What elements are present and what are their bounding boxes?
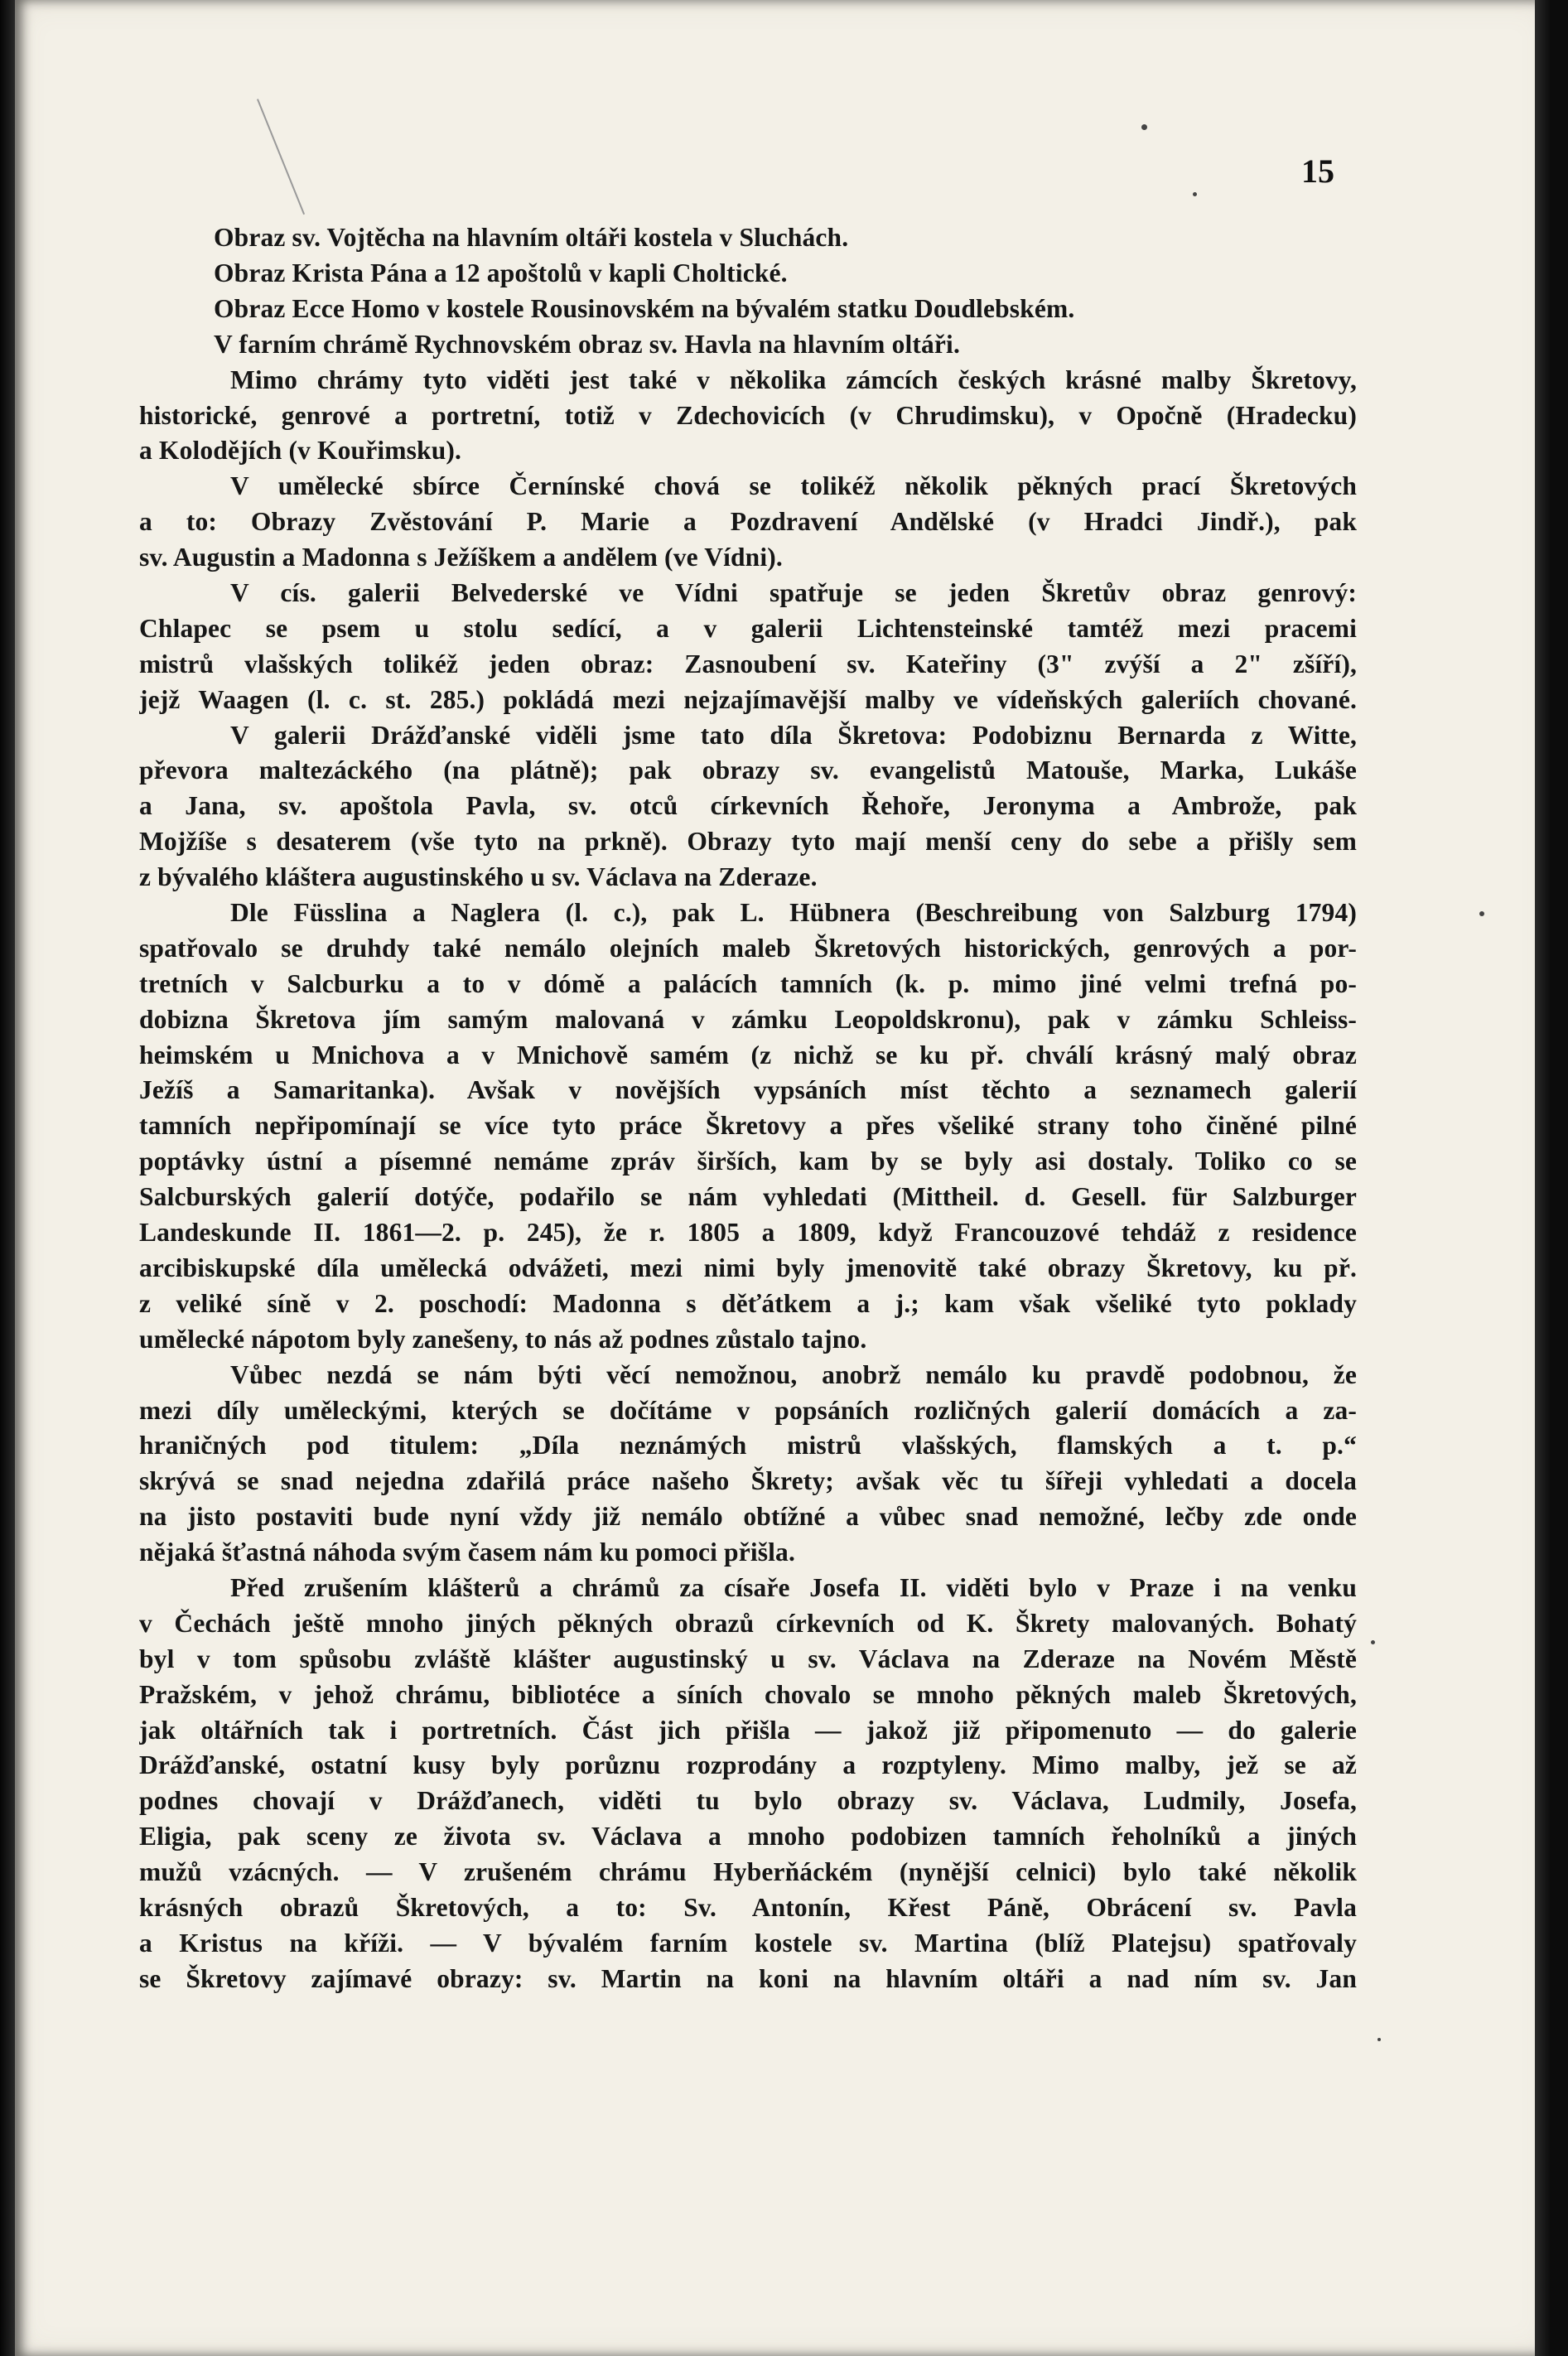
text-line: V farním chrámě Rychnovském obraz sv. Havla na hlavním oltáři. <box>214 329 960 359</box>
text-line: Eligia, pak sceny ze života sv. Václava a mnoho podobizen tamních řeholníků a jiných <box>139 1822 1357 1851</box>
text-line: a Kolodějích (v Kouřimsku). <box>139 436 462 466</box>
text-line: arcibiskupské díla umělecká odvážeti, mezi nimi byly jmenovitě také obrazy Škretovy, ku př. <box>139 1253 1357 1282</box>
text-line: spatřovalo se druhdy také nemálo olejních maleb Škretových historických, genrových a por- <box>139 933 1357 963</box>
text-line: poptávky ústní a písemné nemáme zpráv širších, kam by se byly asi dostaly. Toliko co se <box>139 1147 1357 1176</box>
text-line: heimském u Mnichova a v Mnichově samém (z nichž se ku př. chválí krásný malý obraz <box>139 1040 1357 1069</box>
text-line: Obraz Krista Pána a 12 apoštolů v kapli Choltické. <box>214 258 788 287</box>
text-line: Mojžíše s desaterem (vše tyto na prkně). Obrazy tyto mají menší ceny do sebe a přišly sem <box>139 827 1357 857</box>
text-line: Obraz sv. Vojtěcha na hlavním oltáři kostela v Sluchách. <box>214 223 849 252</box>
text-line: Landeskunde II. 1861—2. p. 245), že r. 1805 a 1809, když Francouzové tehdáž z residence <box>139 1218 1357 1248</box>
text-line: dobizna Škretova jím samým malovaná v zámku Leopoldskronu), pak v zámku Schleiss- <box>139 1004 1357 1034</box>
text-line: Před zrušením klášterů a chrámů za císaře Josefa II. viděti bylo v Praze i na venku <box>230 1572 1357 1602</box>
text-line: hraničných pod titulem: „Díla neznámých mistrů vlašských, flamských a t. p.“ <box>139 1431 1357 1460</box>
page-number: 15 <box>1301 152 1334 190</box>
text-line: Vůbec nezdá se nám býti věcí nemožnou, anobrž nemálo ku pravdě podobnou, že <box>230 1359 1357 1389</box>
text-line: podnes chovají v Drážďanech, viděti tu bylo obrazy sv. Václava, Ludmily, Josefa, <box>139 1786 1357 1816</box>
text-line: tretních v Salcburku a to v dómě a palácích tamních (k. p. mimo jiné velmi trefná po- <box>139 968 1357 998</box>
text-line: v Čechách ještě mnoho jiných pěkných obrazů církevních od K. Škrety malovaných. Bohatý <box>139 1608 1357 1638</box>
text-line: tamních nepřipomínají se více tyto práce Škretovy a přes všeliké strany toho činěné pilné <box>139 1111 1357 1141</box>
text-line: a Kristus na kříži. — V bývalém farním kostele sv. Martina (blíž Platejsu) spatřovaly <box>139 1928 1357 1958</box>
scan-speck <box>1141 124 1147 130</box>
text-line: umělecké nápotom byly zanešeny, to nás až podnes zůstalo tajno. <box>139 1324 867 1354</box>
text-line: a to: Obrazy Zvěstování P. Marie a Pozdravení Andělské (v Hradci Jindř.), pak <box>139 507 1357 537</box>
scan-speck <box>1377 2038 1381 2041</box>
scan-speck <box>1479 911 1484 916</box>
text-line: Ježíš a Samaritanka). Avšak v novějších vypsáních míst těchto a seznamech galerií <box>139 1075 1357 1105</box>
text-line: mezi díly uměleckými, kterých se dočítáme v popsáních rozličných galerií domácích a za- <box>139 1395 1357 1425</box>
text-line: sv. Augustin a Madonna s Ježíškem a andělem (ve Vídni). <box>139 543 783 572</box>
text-line: mistrů vlašských tolikéž jeden obraz: Zasnoubení sv. Kateřiny (3" zvýší a 2" zšíří), <box>139 649 1357 678</box>
text-line: V umělecké sbírce Černínské chová se tolikéž několik pěkných prací Škretových <box>230 471 1357 501</box>
text-line: na jisto postaviti bude nyní vždy již nemálo obtížné a vůbec snad nemožné, lečby zde onde <box>139 1502 1357 1532</box>
text-line: mužů vzácných. — V zrušeném chrámu Hyberňáckém (nynější celnici) bylo také několik <box>139 1857 1357 1887</box>
text-line: Obraz Ecce Homo v kostele Rousinovském na bývalém statku Doudlebském. <box>214 293 1075 323</box>
text-line: a Jana, sv. apoštola Pavla, sv. otců církevních Řehoře, Jeronyma a Ambrože, pak <box>139 791 1357 821</box>
text-line: se Škretovy zajímavé obrazy: sv. Martin na koni na hlavním oltáři a nad ním sv. Jan <box>139 1963 1357 1993</box>
book-page <box>15 0 1551 2356</box>
text-line: skrývá se snad nejedna zdařilá práce našeho Škrety; avšak věc tu šířeji vyhledati a docela <box>139 1466 1357 1496</box>
text-line: Drážďanské, ostatní kusy byly porůznu rozprodány a rozptyleny. Mimo malby, jež se až <box>139 1750 1357 1780</box>
text-line: Salcburských galerií dotýče, podařilo se nám vyhledati (Mittheil. d. Gesell. für Salzburger <box>139 1182 1357 1212</box>
text-line: Mimo chrámy tyto viděti jest také v několika zámcích českých krásné malby Škretovy, <box>230 365 1357 394</box>
text-line: z bývalého kláštera augustinského u sv. Václava na Zderaze. <box>139 862 818 892</box>
text-line: jejž Waagen (l. c. st. 285.) pokládá mezi nejzajímavější malby ve vídeňských galeriích chované. <box>139 684 1357 714</box>
page-edge-shadow <box>1535 0 1551 2356</box>
text-line: krásných obrazů Škretových, a to: Sv. Antonín, Křest Páně, Obrácení sv. Pavla <box>139 1893 1357 1922</box>
scan-speck <box>1193 192 1197 196</box>
text-line: Chlapec se psem u stolu sedící, a v galerii Lichtensteinské tamtéž mezi pracemi <box>139 613 1357 643</box>
text-line: V cís. galerii Belvederské ve Vídni spatřuje se jeden Škretův obraz genrový: <box>230 578 1357 607</box>
text-line: byl v tom spůsobu zvláště klášter augustinský u sv. Václava na Zderaze na Novém Městě <box>139 1644 1357 1673</box>
scan-speck <box>1371 1640 1375 1644</box>
text-line: převora maltezáckého (na plátně); pak obrazy sv. evangelistů Matouše, Marka, Lukáše <box>139 756 1357 785</box>
text-line: z veliké síně v 2. poschodí: Madonna s děťátkem a j.; kam však všeliké tyto poklady <box>139 1288 1357 1318</box>
text-line: historické, genrové a portretní, totiž v Zdechovicích (v Chrudimsku), v Opočně (Hradecku) <box>139 400 1357 430</box>
text-line: Dle Füsslina a Naglera (l. c.), pak L. Hübnera (Beschreibung von Salzburg 1794) <box>230 898 1357 928</box>
scan-edge <box>0 0 15 2356</box>
scan-scratch <box>257 99 305 215</box>
text-line: Pražském, v jehož chrámu, bibliotéce a síních chovalo se mnoho pěkných maleb Škretových, <box>139 1679 1357 1709</box>
body-text <box>139 220 1357 1997</box>
text-line: nějaká šťastná náhoda svým časem nám ku pomoci přišla. <box>139 1538 795 1567</box>
text-line: V galerii Drážďanské viděli jsme tato díla Škretova: Podobiznu Bernarda z Witte, <box>230 720 1357 750</box>
text-line: jak oltářních tak i portretních. Část jich přišla — jakož již připomenuto — do galerie <box>139 1715 1357 1745</box>
